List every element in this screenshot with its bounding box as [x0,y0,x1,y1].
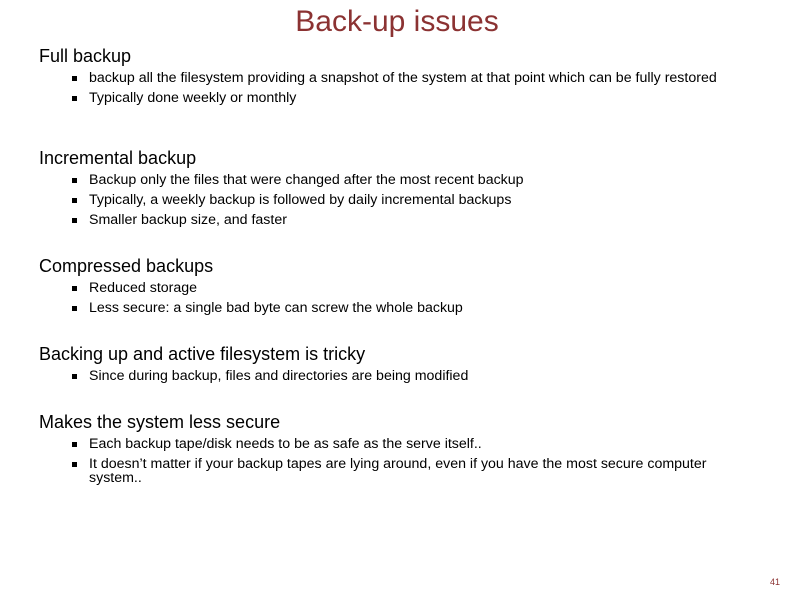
slide-title: Back-up issues [295,5,499,38]
list-item-text: Less secure: a single bad byte can screw the whole backup [89,300,463,316]
section-less-secure [39,412,759,491]
page-number: 41 [769,577,780,587]
section-heading: Makes the system less secure [39,412,281,432]
square-bullet-icon [72,374,77,379]
square-bullet-icon [72,306,77,311]
square-bullet-icon [72,462,77,467]
square-bullet-icon [72,198,77,203]
list-item [39,301,759,315]
list-item [39,281,759,295]
section-heading: Compressed backups [39,256,214,276]
bullet-list [39,281,759,315]
list-item-text: Each backup tape/disk needs to be as safe as the serve itself.. [89,436,482,452]
list-item [39,71,759,85]
list-item-text: Backup only the files that were changed after the most recent backup [89,172,524,188]
section-heading: Incremental backup [39,148,197,168]
square-bullet-icon [72,178,77,183]
list-item [39,369,759,383]
section-heading: Full backup [39,46,132,66]
list-item [39,173,759,187]
list-item-text: It doesn’t matter if your backup tapes are lying around, even if you have the most secure computer system.. [89,456,707,486]
bullet-list [39,71,759,105]
list-item-text: Reduced storage [89,280,198,296]
section-full-backup [39,46,759,111]
section-active-filesystem [39,344,759,389]
bullet-list [39,173,759,227]
list-item [39,213,759,227]
list-item-text: Smaller backup size, and faster [89,212,287,228]
list-item [39,437,759,451]
square-bullet-icon [72,76,77,81]
section-heading: Backing up and active filesystem is tricky [39,344,366,364]
square-bullet-icon [72,442,77,447]
list-item-text: Since during backup, files and directories are being modified [89,368,469,384]
square-bullet-icon [72,96,77,101]
bullet-list [39,369,759,383]
list-item [39,91,759,105]
list-item [39,193,759,207]
list-item [39,457,759,485]
list-item-text: backup all the filesystem providing a snapshot of the system at that point which can be fully restored [89,70,717,86]
section-compressed-backups [39,256,759,321]
square-bullet-icon [72,286,77,291]
list-item-text: Typically, a weekly backup is followed by daily incremental backups [89,192,512,208]
square-bullet-icon [72,218,77,223]
bullet-list [39,437,759,485]
list-item-text: Typically done weekly or monthly [89,90,297,106]
section-incremental-backup [39,148,759,233]
